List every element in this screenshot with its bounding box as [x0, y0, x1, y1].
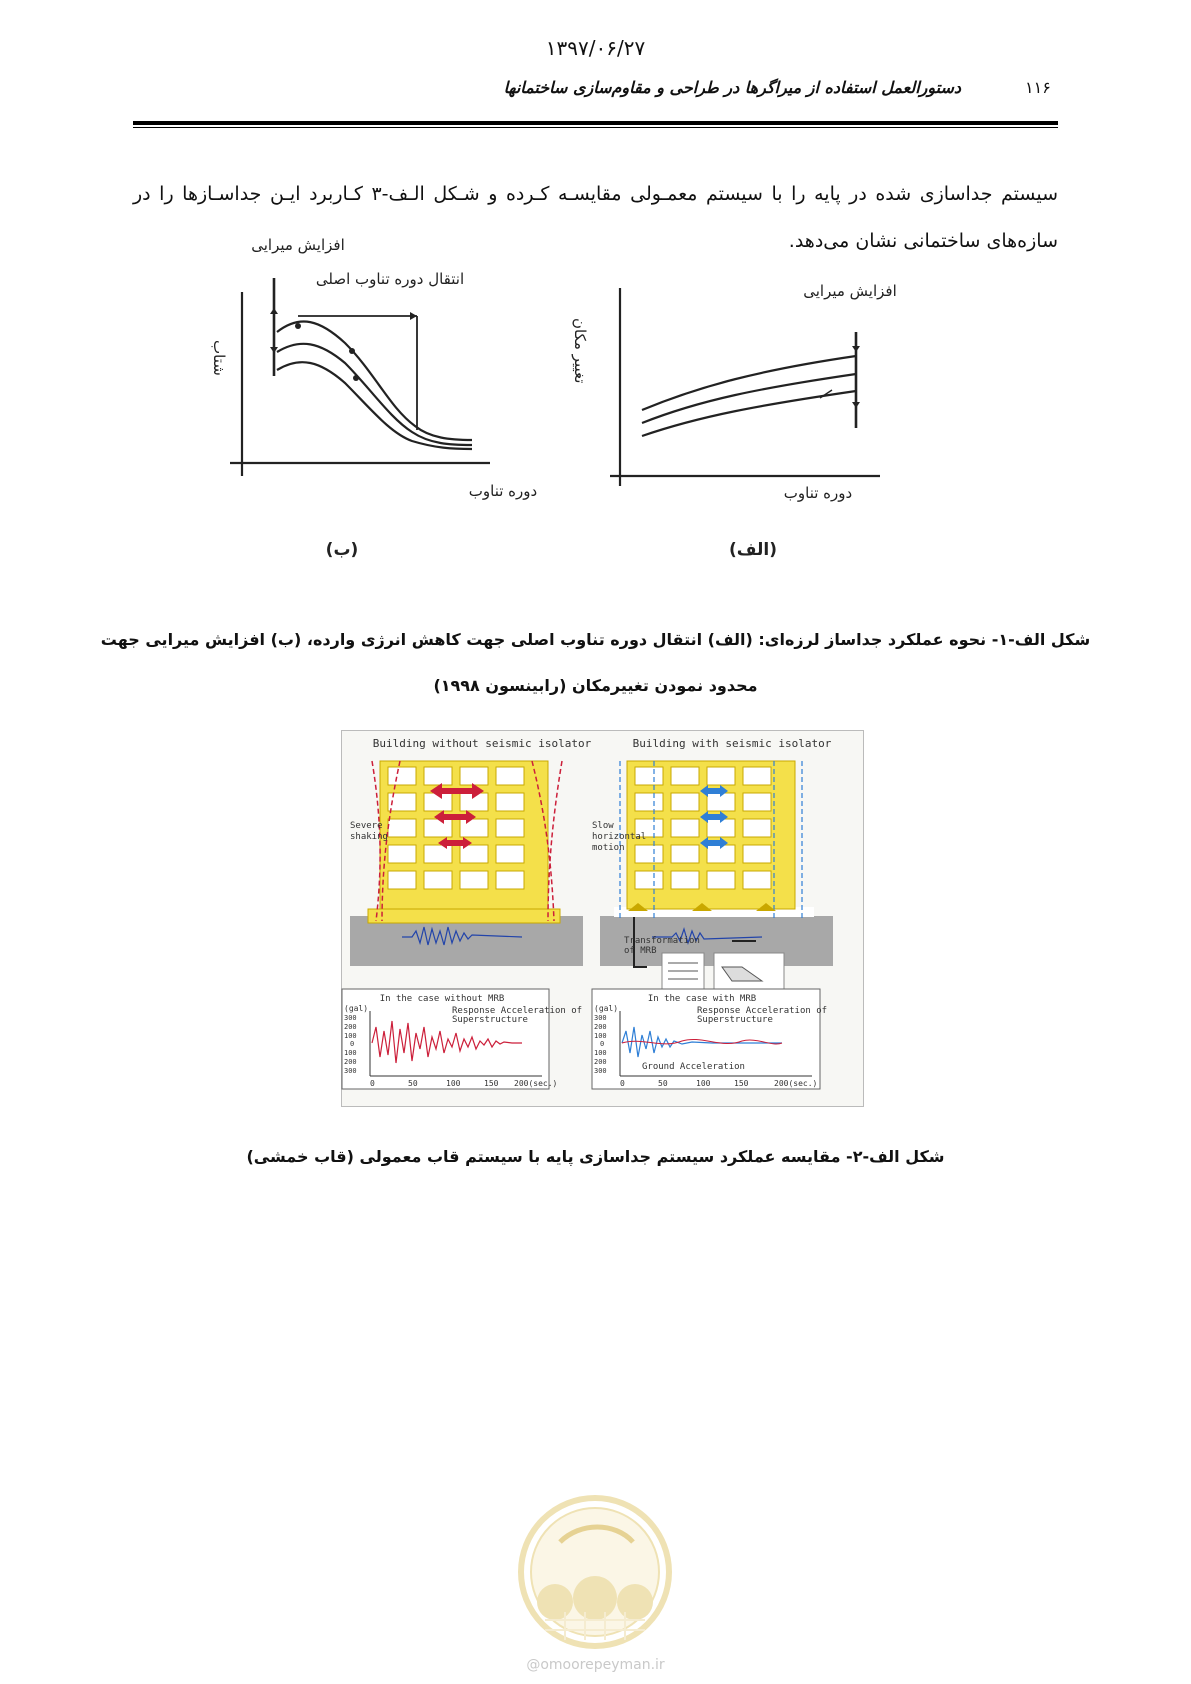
panel-alef: [610, 288, 880, 486]
transform-label-1: Transformation: [624, 936, 700, 946]
svg-text:200: 200: [344, 1058, 357, 1066]
svg-text:100: 100: [446, 1079, 461, 1088]
chart-left-unit: (gal): [344, 1004, 369, 1013]
header-title: دستورالعمل استفاده از میراگرها در طراحی و مقاوم‌سازی ساختمانها: [503, 78, 961, 97]
severe-label-1: Severe: [350, 821, 383, 831]
panel-b-shift-label: انتقال دوره تناوب اصلی: [315, 270, 465, 288]
figure-1-caption-line-2: محدود نمودن تغییرمکان (رابینسون ۱۹۹۸): [433, 676, 758, 695]
svg-text:100: 100: [344, 1032, 357, 1040]
right-building-title: Building with seismic isolator: [632, 737, 832, 750]
svg-text:50: 50: [658, 1079, 668, 1088]
severe-label-2: shaking: [350, 832, 388, 842]
panel-alef-damping-label: افزایش میرایی: [803, 282, 897, 300]
slow-label-2: horizontal: [592, 832, 647, 842]
chart-with-mrb: [592, 989, 820, 1089]
svg-text:200(sec.): 200(sec.): [774, 1079, 818, 1088]
chart-right-unit: (gal): [594, 1004, 619, 1013]
svg-text:0: 0: [600, 1040, 605, 1048]
panel-b-damping-label: افزایش میرایی: [251, 236, 345, 254]
svg-text:200: 200: [594, 1023, 607, 1031]
figure-1-caption-line-1: شکل الف-۱- نحوه عملکرد جداساز لرزه‌ای: (الف) انتقال دوره تناوب اصلی جهت کاهش انرژی وارده، (ب) افزایش میرایی جهت: [100, 630, 1091, 649]
svg-text:0: 0: [620, 1079, 625, 1088]
body-line-1: سیستم جداسازی شده در پایه را با سیستم معمـولی مقایسـه کـرده و شـکل الـف-۳ کـاربرد ایـن جداسـازها را در: [133, 183, 1059, 205]
svg-text:300: 300: [594, 1067, 607, 1075]
svg-text:300: 300: [344, 1014, 357, 1022]
panel-alef-x-label: دوره تناوب: [783, 484, 853, 502]
slow-label-3: motion: [592, 843, 625, 853]
svg-text:0: 0: [350, 1040, 355, 1048]
chart-without-mrb: [342, 989, 549, 1089]
svg-text:100: 100: [344, 1049, 357, 1057]
panel-alef-y-label: تغییر مکان: [571, 318, 589, 384]
watermark-seal-logo: [505, 1492, 685, 1652]
left-building-title: Building without seismic isolator: [372, 737, 592, 750]
chart-left-response-2: Superstructure: [452, 1015, 528, 1025]
building-without-isolator: [350, 761, 583, 966]
svg-text:200: 200: [594, 1058, 607, 1066]
panel-b-y-label: شتاب: [210, 340, 228, 376]
figure-2-caption: شکل الف-۲- مقایسه عملکرد سیستم جداسازی پایه با سیستم قاب معمولی (قاب خمشی): [246, 1147, 945, 1166]
transform-label-2: of MRB: [624, 946, 657, 956]
chart-right-response-1: Response Acceleration of: [697, 1006, 828, 1016]
header-rule: [133, 121, 1058, 125]
chart-right-title: In the case with MRB: [647, 994, 757, 1004]
svg-text:0: 0: [370, 1079, 375, 1088]
ground-acceleration-label: Ground Acceleration: [642, 1062, 745, 1072]
header-rule-thin: [133, 127, 1058, 128]
chart-right-response-2: Superstructure: [697, 1015, 773, 1025]
panel-b: [230, 278, 490, 476]
svg-text:200(sec.): 200(sec.): [514, 1079, 558, 1088]
chart-left-title: In the case without MRB: [379, 994, 505, 1004]
panel-alef-tag: (الف): [728, 540, 778, 560]
slow-label-1: Slow: [592, 821, 614, 831]
chart-left-response-1: Response Acceleration of: [452, 1006, 583, 1016]
svg-text:300: 300: [344, 1067, 357, 1075]
page-number: ۱۱۶: [1025, 78, 1051, 97]
watermark-site: @omoorepeyman.ir: [526, 1657, 665, 1673]
header-date: ۱۳۹۷/۰۶/۲۷: [545, 36, 646, 60]
svg-text:100: 100: [696, 1079, 711, 1088]
svg-text:150: 150: [484, 1079, 499, 1088]
svg-text:300: 300: [594, 1014, 607, 1022]
svg-text:100: 100: [594, 1049, 607, 1057]
svg-text:50: 50: [408, 1079, 418, 1088]
panel-b-x-label: دوره تناوب: [468, 482, 538, 500]
svg-text:150: 150: [734, 1079, 749, 1088]
svg-text:100: 100: [594, 1032, 607, 1040]
body-line-2: سازه‌های ساختمانی نشان می‌دهد.: [788, 230, 1058, 252]
svg-text:200: 200: [344, 1023, 357, 1031]
figure-2: [341, 730, 864, 1107]
panel-b-tag: (ب): [325, 540, 359, 560]
